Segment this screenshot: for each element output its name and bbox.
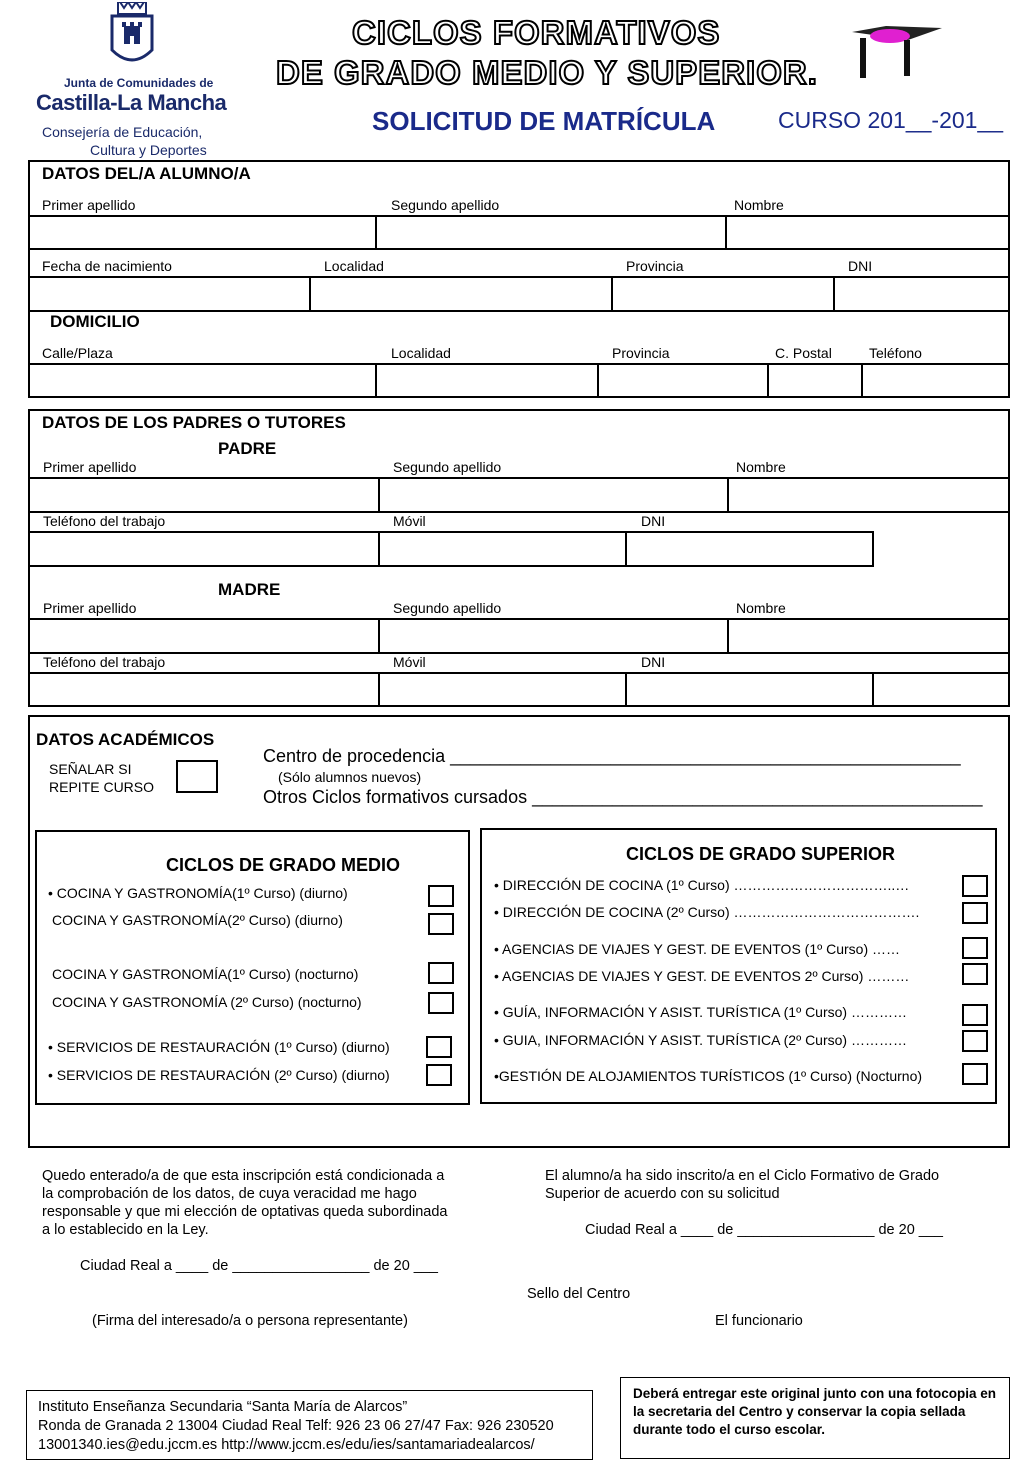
father-field-mobile[interactable] (381, 533, 623, 563)
medio-item-2: COCINA Y GASTRONOMÍA(2º Curso) (diurno) (52, 912, 343, 928)
course-year: CURSO 201__-201__ (778, 107, 1004, 133)
label-street: Calle/Plaza (42, 345, 113, 361)
mother-label-mobile: Móvil (393, 654, 426, 670)
father-label-mobile: Móvil (393, 513, 426, 529)
superior-item-6: • GUIA, INFORMACIÓN Y ASIST. TURÍSTICA (2º Curso) ………… (494, 1032, 907, 1048)
label-phone: Teléfono (869, 345, 922, 361)
school-contact[interactable]: 13001340.ies@edu.jccm.es http://www.jccm.es/edu/ies/santamariadealarcos/ (38, 1437, 535, 1453)
medio-checkbox-4[interactable] (428, 992, 454, 1014)
field-street[interactable] (30, 365, 373, 396)
superior-item-3: • AGENCIAS DE VIAJES Y GEST. DE EVENTOS (1º Curso) …… (494, 941, 901, 957)
superior-item-4: • AGENCIAS DE VIAJES Y GEST. DE EVENTOS 2º Curso) ……… (494, 968, 910, 984)
label-first-surname: Primer apellido (42, 197, 136, 213)
org-name-line1: Junta de Comunidades de (64, 76, 214, 90)
repeat-label-line1: SEÑALAR SI (49, 761, 132, 777)
field-phone[interactable] (864, 365, 1008, 396)
father-label-first-surname: Primer apellido (43, 459, 137, 475)
form-title: SOLICITUD DE MATRÍCULA (372, 106, 716, 136)
mother-label-first-surname: Primer apellido (43, 600, 137, 616)
field-name[interactable] (728, 217, 1008, 247)
department-line2: Cultura y Deportes (90, 142, 207, 158)
field-province[interactable] (614, 278, 831, 308)
superior-checkbox-1[interactable] (962, 875, 988, 897)
coat-of-arms-icon (108, 2, 156, 70)
student-heading: DATOS DEL/A ALUMNO/A (42, 164, 251, 183)
medio-checkbox-2[interactable] (428, 913, 454, 935)
mother-field-dni[interactable] (628, 674, 870, 705)
father-heading: PADRE (218, 439, 277, 458)
superior-heading: CICLOS DE GRADO SUPERIOR (626, 844, 896, 864)
repeat-label-line2: REPITE CURSO (49, 779, 155, 795)
superior-panel (480, 828, 997, 1104)
superior-item-7: •GESTIÓN DE ALOJAMIENTOS TURÍSTICOS (1º Curso) (Nocturno) (494, 1068, 923, 1084)
origin-center-note: (Sólo alumnos nuevos) (278, 769, 422, 785)
superior-checkbox-2[interactable] (962, 902, 988, 924)
department-line1: Consejería de Educación, (42, 124, 203, 140)
field-dni[interactable] (836, 278, 1008, 308)
declaration-text: Quedo enterado/a de que esta inscripción está condicionada a la comprobación de los datos, de cuya veracidad me hago responsable y que mi elección de optativas queda subordinada a lo establecido en la Ley. (42, 1168, 448, 1238)
father-label-name: Nombre (736, 459, 786, 475)
medio-checkbox-3[interactable] (428, 962, 454, 984)
medio-item-4: COCINA Y GASTRONOMÍA (2º Curso) (nocturno) (52, 994, 362, 1010)
father-field-second-surname[interactable] (381, 479, 725, 509)
mother-field-mobile[interactable] (381, 674, 623, 705)
superior-checkbox-4[interactable] (962, 963, 988, 985)
medio-checkbox-1[interactable] (428, 885, 454, 907)
superior-item-5: • GUÍA, INFORMACIÓN Y ASIST. TURÍSTICA (1º Curso) ………… (494, 1004, 907, 1020)
father-field-name[interactable] (730, 479, 1008, 509)
field-addr-locality[interactable] (378, 365, 595, 396)
mother-field-second-surname[interactable] (381, 620, 725, 650)
mother-field-name[interactable] (730, 620, 1008, 650)
field-second-surname[interactable] (378, 217, 723, 247)
superior-item-2: • DIRECCIÓN DE COCINA (2º Curso) …………………………………. (494, 904, 920, 920)
superior-checkbox-7[interactable] (962, 1063, 988, 1085)
declaration-date[interactable]: Ciudad Real a ____ de _________________ de 20 ___ (80, 1258, 438, 1274)
superior-item-1: • DIRECCIÓN DE COCINA (1º Curso) ……………………………..… (494, 877, 910, 893)
medio-item-3: COCINA Y GASTRONOMÍA(1º Curso) (nocturno) (52, 966, 359, 982)
medio-item-1: • COCINA Y GASTRONOMÍA(1º Curso) (diurno) (48, 885, 348, 901)
medio-checkbox-6[interactable] (426, 1064, 452, 1086)
label-locality: Localidad (324, 258, 384, 274)
mother-field-work-phone[interactable] (30, 674, 376, 705)
title-line1: CICLOS FORMATIVOS (352, 14, 721, 51)
field-addr-province[interactable] (600, 365, 765, 396)
label-name: Nombre (734, 197, 784, 213)
school-address: Ronda de Granada 2 13004 Ciudad Real Telf: 926 23 06 27/47 Fax: 926 230520 (38, 1418, 554, 1434)
label-second-surname: Segundo apellido (391, 197, 500, 213)
address-heading: DOMICILIO (50, 312, 140, 331)
label-province: Provincia (626, 258, 684, 274)
registration-text: El alumno/a ha sido inscrito/a en el Ciclo Formativo de Grado Superior de acuerdo con su solicitud (545, 1168, 940, 1202)
mother-label-work-phone: Teléfono del trabajo (43, 654, 166, 670)
mother-label-name: Nombre (736, 600, 786, 616)
label-addr-province: Provincia (612, 345, 670, 361)
academic-heading: DATOS ACADÉMICOS (36, 730, 215, 749)
medio-heading: CICLOS DE GRADO MEDIO (166, 855, 401, 875)
label-addr-locality: Localidad (391, 345, 451, 361)
graduation-cap-icon (846, 18, 946, 80)
field-first-surname[interactable] (30, 217, 373, 247)
org-name-line2: Castilla-La Mancha (36, 90, 227, 115)
title-line2: DE GRADO MEDIO Y SUPERIOR. (276, 54, 818, 91)
official-label: El funcionario (715, 1313, 803, 1329)
parents-heading: DATOS DE LOS PADRES O TUTORES (42, 413, 346, 432)
delivery-note: Deberá entregar este original junto con una fotocopia en la secretaria del Centro y conservar la copia sellada durante todo el curso escolar. (633, 1386, 997, 1437)
field-postal[interactable] (770, 365, 859, 396)
mother-label-second-surname: Segundo apellido (393, 600, 502, 616)
superior-checkbox-6[interactable] (962, 1030, 988, 1052)
registration-date[interactable]: Ciudad Real a ____ de _________________ de 20 ___ (585, 1222, 943, 1238)
father-field-dni[interactable] (628, 533, 870, 563)
repeat-course-checkbox[interactable] (176, 760, 218, 793)
father-label-second-surname: Segundo apellido (393, 459, 502, 475)
seal-label: Sello del Centro (527, 1286, 631, 1302)
superior-checkbox-3[interactable] (962, 937, 988, 959)
medio-item-6: • SERVICIOS DE RESTAURACIÓN (2º Curso) (diurno) (48, 1067, 390, 1083)
other-cycles-field[interactable]: Otros Ciclos formativos cursados _____________________________________________ (263, 787, 983, 807)
medio-item-5: • SERVICIOS DE RESTAURACIÓN (1º Curso) (diurno) (48, 1039, 390, 1055)
label-dni: DNI (848, 258, 873, 274)
label-postal: C. Postal (775, 345, 832, 361)
medio-checkbox-5[interactable] (426, 1036, 452, 1058)
field-locality[interactable] (312, 278, 609, 308)
father-label-work-phone: Teléfono del trabajo (43, 513, 166, 529)
field-birth-date[interactable] (30, 278, 307, 308)
label-birth-date: Fecha de nacimiento (42, 258, 172, 274)
father-field-work-phone[interactable] (30, 533, 376, 563)
mother-label-dni: DNI (641, 654, 666, 670)
declaration-signature-label: (Firma del interesado/a o persona representante) (92, 1313, 408, 1329)
father-label-dni: DNI (641, 513, 666, 529)
mother-heading: MADRE (218, 580, 281, 599)
superior-checkbox-5[interactable] (962, 1004, 988, 1026)
father-field-first-surname[interactable] (30, 479, 376, 509)
mother-field-first-surname[interactable] (30, 620, 376, 650)
school-name: Instituto Enseñanza Secundaria “Santa María de Alarcos” (38, 1399, 408, 1415)
origin-center-field[interactable]: Centro de procedencia ___________________________________________________ (263, 746, 961, 766)
